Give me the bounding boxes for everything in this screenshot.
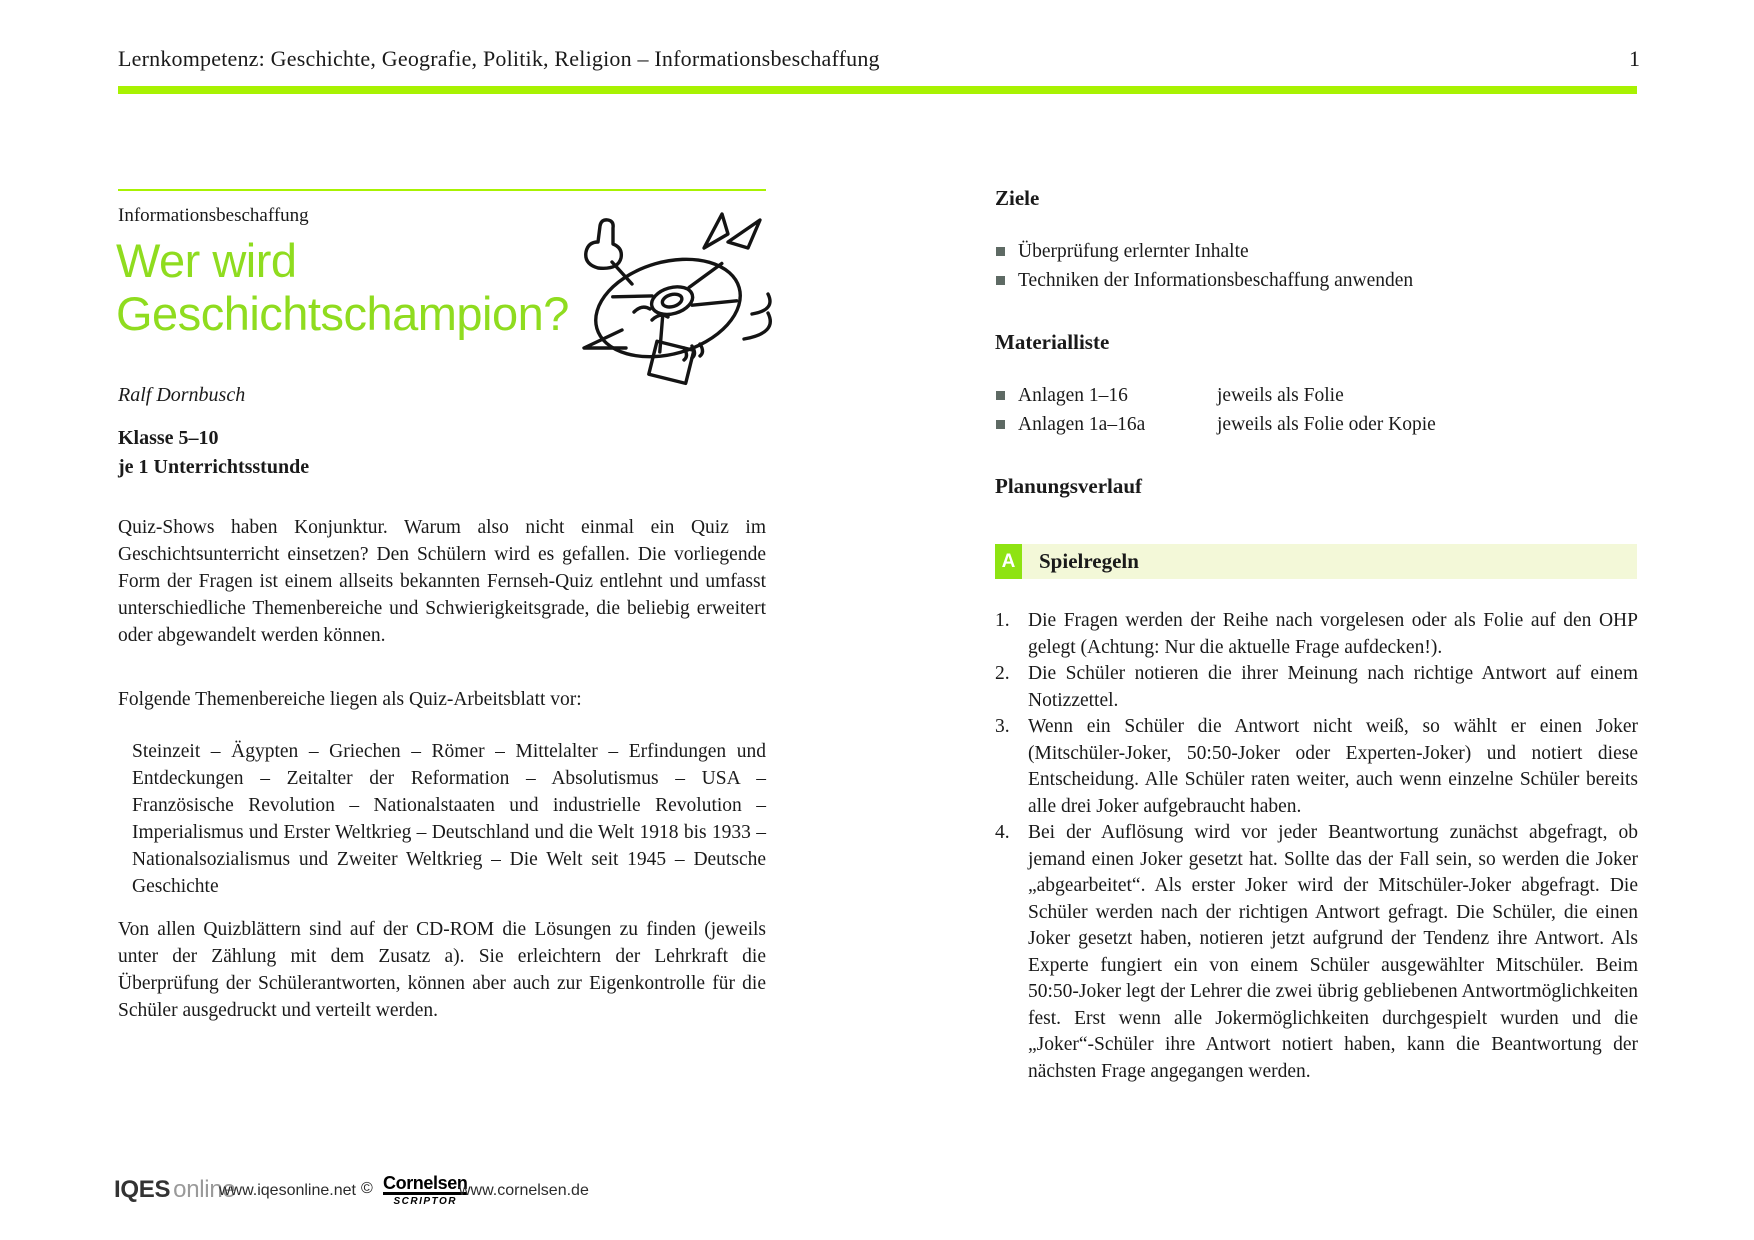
themes-list: Steinzeit – Ägypten – Griechen – Römer – Mittelalter – Erfindungen und Entdeckungen – Zeitalter der Reformation – Absolutismus – USA – Französische Revolution – Nationalstaaten und industrielle Revolution – Imperialismus und Erster Weltkrieg – Deutschland und die Welt 1918 bis 1933 – Nationalsozialismus und Zweiter Weltkrieg – Die Welt seit 1945 – Deutsche Geschichte: [132, 741, 766, 897]
material-name: Anlagen 1–16: [1018, 385, 1128, 406]
material-name: Anlagen 1a–16a: [1018, 414, 1146, 435]
iqes-url-link[interactable]: www.iqesonline.net: [219, 1182, 356, 1199]
lesson-duration: je 1 Unterrichtsstunde: [118, 456, 310, 478]
step-number: 3.: [995, 716, 1010, 737]
materials-list: [995, 381, 1637, 439]
class-and-duration: [118, 424, 309, 482]
step-item: [995, 661, 1638, 714]
iqes-logo-text: IQES: [114, 1176, 171, 1203]
cornelsen-url-link[interactable]: www.cornelsen.de: [459, 1182, 589, 1199]
step-text: Bei der Auflösung wird vor jeder Beantwortung zunächst abgefragt, ob jemand einen Joker gesetzt hat. Sollte das der Fall sein, so werden die Joker „abgearbeitet“. Als erster Joker wird der Mitschüler-Joker abgefragt. Die Schüler werden nach der richtigen Antwort gefragt. Die Schüler, die einen Joker gesetzt haben, notieren jetzt aufgrund der Tendenz ihre Antwort. Als Experte fungiert ein von einem Schüler ausgewählter Mitschüler. Beim 50:50-Joker legt der Lehrer die zwei übrig gebliebenen Antwortmöglichkeiten fest. Erst wenn alle Jokermöglichkeiten durchgespielt wurden und die „Joker“-Schüler ihre Antwort notiert haben, kann die Beantwortung der nächsten Frage angegangen werden.: [1028, 822, 1638, 1082]
copyright-symbol: ©: [361, 1180, 373, 1197]
material-desc: jeweils als Folie: [1217, 385, 1344, 406]
themes-lead: Folgende Themenbereiche liegen als Quiz-Arbeitsblatt vor:: [118, 689, 582, 710]
article-title: Wer wird Geschichtschampion?: [116, 234, 569, 340]
rules-steps: [995, 608, 1638, 1085]
goals-heading: Ziele: [995, 186, 1040, 210]
step-item: [995, 820, 1638, 1085]
cornelsen-scriptor-logo: [383, 1174, 467, 1207]
goals-list: [995, 237, 1637, 295]
grade-range: Klasse 5–10: [118, 427, 219, 449]
square-bullet-icon: [996, 391, 1005, 400]
page-number: 1: [1629, 46, 1640, 71]
intro-paragraph: Quiz-Shows haben Konjunktur. Warum also nicht einmal ein Quiz im Geschichtsunterricht einsetzen? Den Schülern wird es gefallen. Die vorliegende Form der Fragen ist einem allseits bekannten Fernseh-Quiz entlehnt und umfasst unterschiedliche Themenbereiche und Schwierigkeitsgrade, die beliebig erweitert oder abgewandelt werden können.: [118, 517, 766, 646]
step-text: Die Fragen werden der Reihe nach vorgelesen oder als Folie auf den OHP gelegt (Achtung: Nur die aktuelle Frage aufdecken!).: [1028, 610, 1638, 658]
list-item: [995, 266, 1637, 295]
list-item: [995, 237, 1637, 266]
square-bullet-icon: [996, 420, 1005, 429]
step-number: 4.: [995, 822, 1010, 843]
kicker-label: Informationsbeschaffung: [118, 205, 309, 226]
step-item: [995, 714, 1638, 820]
list-item: [995, 410, 1637, 439]
step-text: Wenn ein Schüler die Antwort nicht weiß, so wählt er einen Joker (Mitschüler-Joker, 50:50-Joker oder Experten-Joker) und notiert diese Entscheidung. Alle Schüler raten weiter, auch wenn einzelne Schüler bereits alle drei Joker aufgebraucht haben.: [1028, 716, 1638, 817]
running-header: Lernkompetenz: Geschichte, Geografie, Politik, Religion – Informationsbeschaffung: [118, 46, 880, 71]
square-bullet-icon: [996, 276, 1005, 285]
list-item: [995, 381, 1637, 410]
cornelsen-logo-text: Cornelsen: [383, 1173, 468, 1193]
step-item: [995, 608, 1638, 661]
scriptor-logo-text: SCRIPTOR: [393, 1196, 457, 1207]
section-title: Spielregeln: [1039, 549, 1139, 573]
header-rule: [118, 86, 1637, 94]
materials-heading: Materialliste: [995, 330, 1110, 354]
cd-champion-illustration: [556, 196, 776, 396]
plan-heading: Planungsverlauf: [995, 474, 1143, 498]
kicker-rule: [118, 189, 766, 191]
iqes-logo-text-light: online: [173, 1176, 236, 1203]
section-letter-badge: A: [995, 544, 1022, 579]
goal-text: Überprüfung erlernter Inhalte: [1018, 241, 1249, 262]
cd-rom-note: Von allen Quizblättern sind auf der CD-ROM die Lösungen zu finden (jeweils unter der Zählung mit dem Zusatz a). Sie erleichtern der Lehrkraft die Überprüfung der Schülerantworten, können aber auch zur Eigenkontrolle für die Schüler ausgedruckt und verteilt werden.: [118, 919, 766, 1021]
step-number: 2.: [995, 663, 1010, 684]
iqes-online-logo: [114, 1176, 235, 1204]
author: Ralf Dornbusch: [118, 384, 246, 406]
square-bullet-icon: [996, 247, 1005, 256]
step-text: Die Schüler notieren die ihrer Meinung nach richtige Antwort auf einem Notizzettel.: [1028, 663, 1638, 711]
step-number: 1.: [995, 610, 1010, 631]
material-desc: jeweils als Folie oder Kopie: [1217, 414, 1436, 435]
section-banner: [995, 544, 1637, 579]
goal-text: Techniken der Informationsbeschaffung anwenden: [1018, 270, 1414, 291]
